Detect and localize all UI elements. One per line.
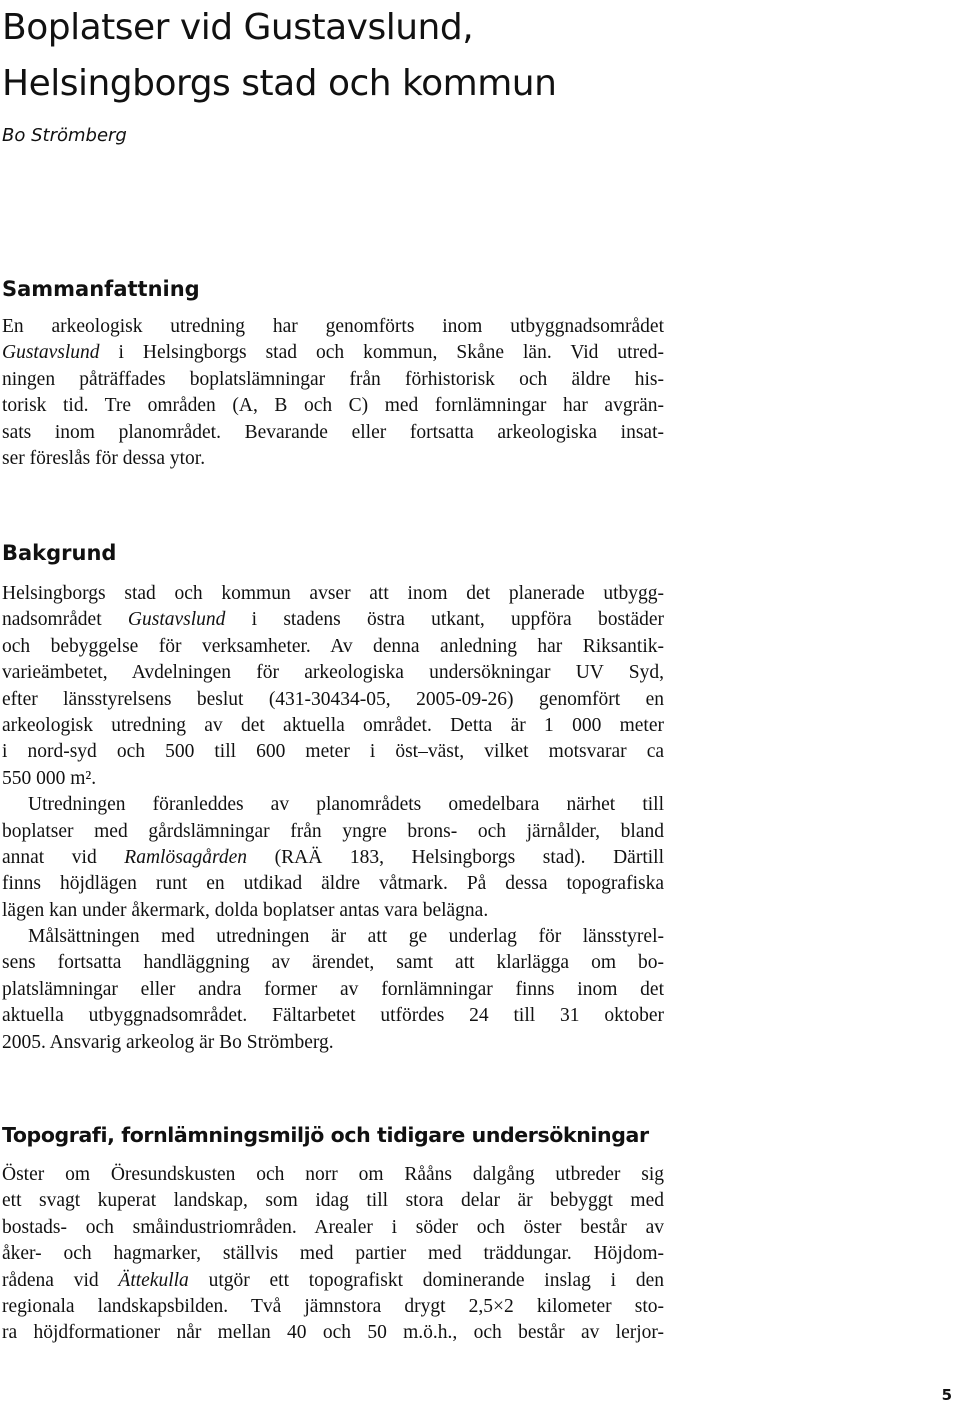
text-line: aktuella utbyggnadsområdet. Fältarbetet utfördes 24 till 31 oktober <box>2 1005 664 1027</box>
text-line: i nord-syd och 500 till 600 meter i öst–väst, vilket motsvarar ca <box>2 741 664 763</box>
text-line: annat vid Ramlösagården (RAÄ 183, Helsingborgs stad). Därtill <box>2 846 664 868</box>
author-byline: Bo Strömberg <box>2 125 127 146</box>
text-line: torisk tid. Tre områden (A, B och C) med fornlämningar har avgrän- <box>2 395 664 417</box>
text-line: Gustavslund i Helsingborgs stad och kommun, Skåne län. Vid utred- <box>2 342 664 364</box>
section-heading-sammanfattning: Sammanfattning <box>2 277 200 301</box>
text-line: och bebyggelse för verksamheter. Av denna anledning har Riksantik- <box>2 635 664 657</box>
place-name-gustavslund: Gustavslund <box>127 609 226 631</box>
title-line-2: Helsingborgs stad och kommun <box>2 63 557 104</box>
text-line: Utredningen föranleddes av planområdets omedelbara närhet till <box>28 794 664 816</box>
text-line: bostads- och småindustriområden. Arealer i söder och öster består av <box>2 1216 664 1238</box>
topography-paragraph <box>2 1162 664 1347</box>
text-line: Öster om Öresundskusten och norr om Rååns dalgång utbreder sig <box>2 1164 664 1185</box>
document-title <box>2 0 722 112</box>
title-line-1: Boplatser vid Gustavslund, <box>2 7 474 48</box>
text-line: ett svagt kuperat landskap, som idag till stora delar är bebyggt med <box>2 1190 664 1212</box>
text-line: regionala landskapsbilden. Två jämnstora drygt 2,5×2 kilometer sto- <box>2 1295 664 1317</box>
text-line: ser föreslås för dessa ytor. <box>2 447 206 469</box>
text-line: sens fortsatta handläggning av ärendet, samt att klarlägga om bo- <box>2 952 664 974</box>
page-number: 5 <box>941 1386 952 1404</box>
text-line: Målsättningen med utredningen är att ge underlag för länsstyrel- <box>28 926 664 948</box>
section-heading-topografi: Topografi, fornlämningsmiljö och tidigare undersökningar <box>2 1123 649 1147</box>
text-line: lägen kan under åkermark, dolda boplatser antas vara belägna. <box>2 899 489 921</box>
text-line: finns höjdlägen runt en utdikad äldre våtmark. På dessa topografiska <box>2 873 664 895</box>
section-heading-bakgrund: Bakgrund <box>2 541 117 565</box>
text-line: 550 000 m². <box>2 767 97 789</box>
text-line: ningen påträffades boplatslämningar från förhistorisk och äldre his- <box>2 368 664 390</box>
summary-paragraph <box>2 314 664 472</box>
text-line: rådena vid Ättekulla utgör ett topografiskt dominerande inslag i den <box>2 1269 664 1291</box>
text-line: 2005. Ansvarig arkeolog är Bo Strömberg. <box>2 1031 334 1053</box>
background-paragraphs <box>2 581 664 1056</box>
text-line: efter länsstyrelsens beslut (431-30434-05, 2005-09-26) genomfört en <box>2 688 664 710</box>
text-line: En arkeologisk utredning har genomförts inom utbyggnadsområdet <box>2 316 664 337</box>
text-line: platslämningar eller andra former av fornlämningar finns inom det <box>2 978 664 1000</box>
place-name-attekulla: Ättekulla <box>118 1269 189 1291</box>
text-line: Helsingborgs stad och kommun avser att inom det planerade utbygg- <box>2 583 664 604</box>
place-name-gustavslund: Gustavslund <box>2 342 100 364</box>
text-line: varieämbetet, Avdelningen för arkeologiska undersökningar UV Syd, <box>2 662 664 684</box>
text-line: åker- och hagmarker, ställvis med partier med träddungar. Höjdom- <box>2 1243 664 1265</box>
text-line: nadsområdet Gustavslund i stadens östra utkant, uppföra bostäder <box>2 609 665 631</box>
text-line: ra höjdformationer når mellan 40 och 50 m.ö.h., och består av lerjor- <box>2 1322 664 1344</box>
place-name-ramlosagarden: Ramlösagården <box>124 846 248 868</box>
text-line: sats inom planområdet. Bevarande eller fortsatta arkeologiska insat- <box>2 421 664 443</box>
text-line: arkeologisk utredning av det aktuella området. Detta är 1 000 meter <box>2 714 664 736</box>
text-line: boplatser med gårdslämningar från yngre brons- och järnålder, bland <box>2 820 664 842</box>
